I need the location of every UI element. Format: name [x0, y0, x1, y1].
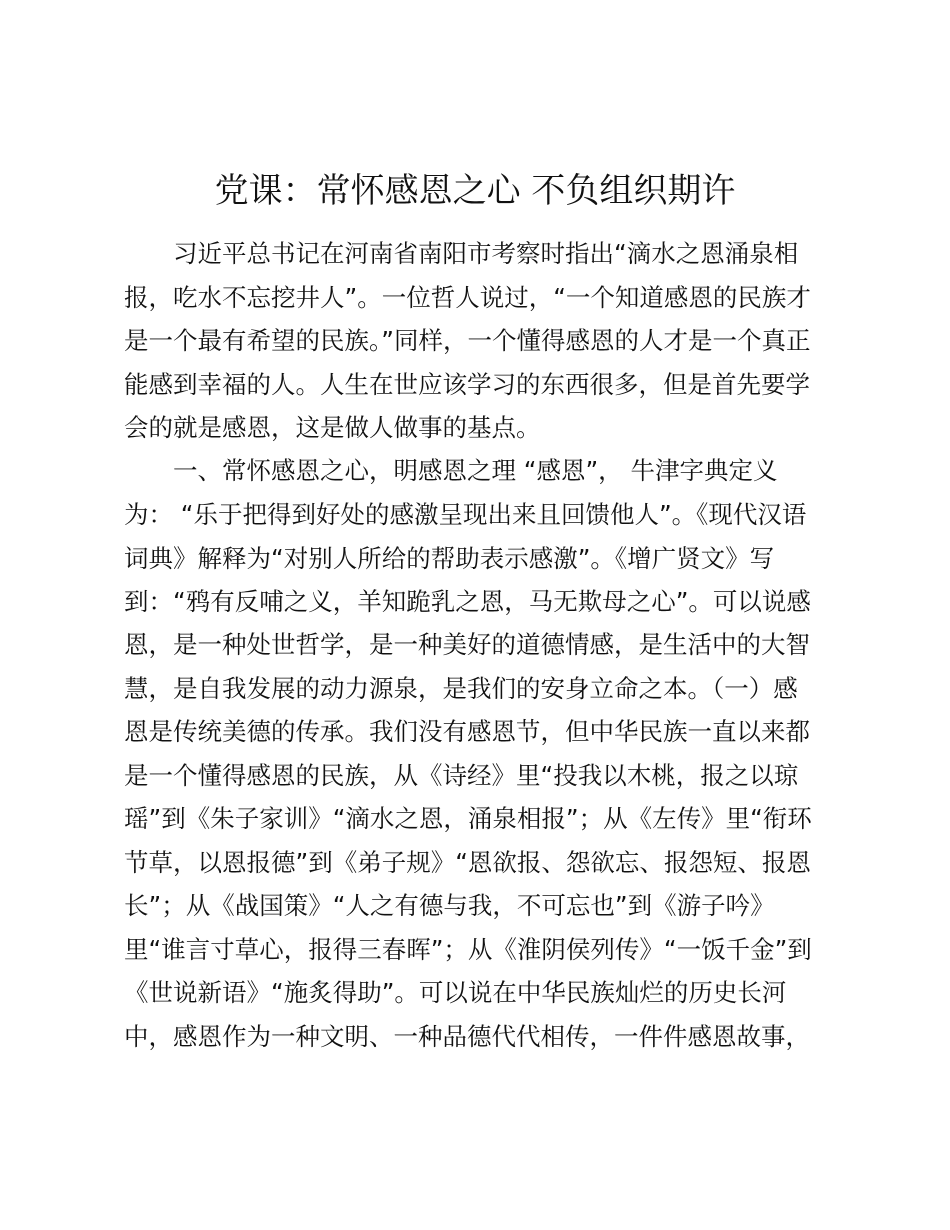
paragraph-line: 《世说新语》“施炙得助”。可以说在中华民族灿烂的历史长河 — [124, 978, 787, 1007]
paragraph-line: 会的就是感恩，这是做人做事的基点。 — [124, 413, 541, 442]
paragraph-line: 是一个懂得感恩的民族，从《诗经》里“投我以木桃，报之以琼 — [124, 761, 799, 790]
paragraph-line: 瑶”到《朱子家训》“滴水之恩，涌泉相报”；从《左传》里“衔环 — [124, 804, 812, 833]
paragraph-line: 能感到幸福的人。人生在世应该学习的东西很多，但是首先要学 — [124, 370, 810, 399]
paragraph-line: 节草，以恩报德”到《弟子规》“恩欲报、怨欲忘、报怨短、报恩 — [124, 848, 811, 877]
paragraph-line: 慧，是自我发展的动力源泉，是我们的安身立命之本。（一）感 — [124, 674, 798, 703]
paragraph-line: 习近平总书记在河南省南阳市考察时指出“滴水之恩涌泉相 — [173, 239, 799, 268]
paragraph-line: 恩，是一种处世哲学，是一种美好的道德情感，是生活中的大智 — [124, 630, 810, 659]
paragraph-line: 里“谁言寸草心，报得三春晖”；从《淮阴侯列传》“一饭千金”到 — [124, 935, 812, 964]
paragraph-line: 为： “乐于把得到好处的感激呈现出来且回馈他人”。《现代汉语 — [124, 500, 807, 529]
paragraph-line: 报，吃水不忘挖井人”。一位哲人说过，“一个知道感恩的民族才 — [124, 283, 811, 312]
paragraph-line: 是一个最有希望的民族。”同样，一个懂得感恩的人才是一个真正 — [124, 326, 811, 355]
paragraph-line: 恩是传统美德的传承。我们没有感恩节，但中华民族一直以来都 — [124, 717, 810, 746]
paragraph-line: 中，感恩作为一种文明、一种品德代代相传，一件件感恩故事， — [124, 1022, 810, 1051]
paragraph-line: 一、常怀感恩之心，明感恩之理 “感恩”， 牛津字典定义 — [173, 456, 778, 485]
paragraph-line: 词典》解释为“对别人所给的帮助表示感激”。《增广贤文》写 — [124, 544, 775, 573]
document-title: 党课：常怀感恩之心 不负组织期许 — [214, 171, 736, 211]
paragraph-line: 到：“鸦有反哺之义，羊知跪乳之恩，马无欺母之心”。可以说感 — [124, 587, 811, 616]
paragraph-line: 长”；从《战国策》“人之有德与我，不可忘也”到《游子吟》 — [124, 891, 775, 920]
